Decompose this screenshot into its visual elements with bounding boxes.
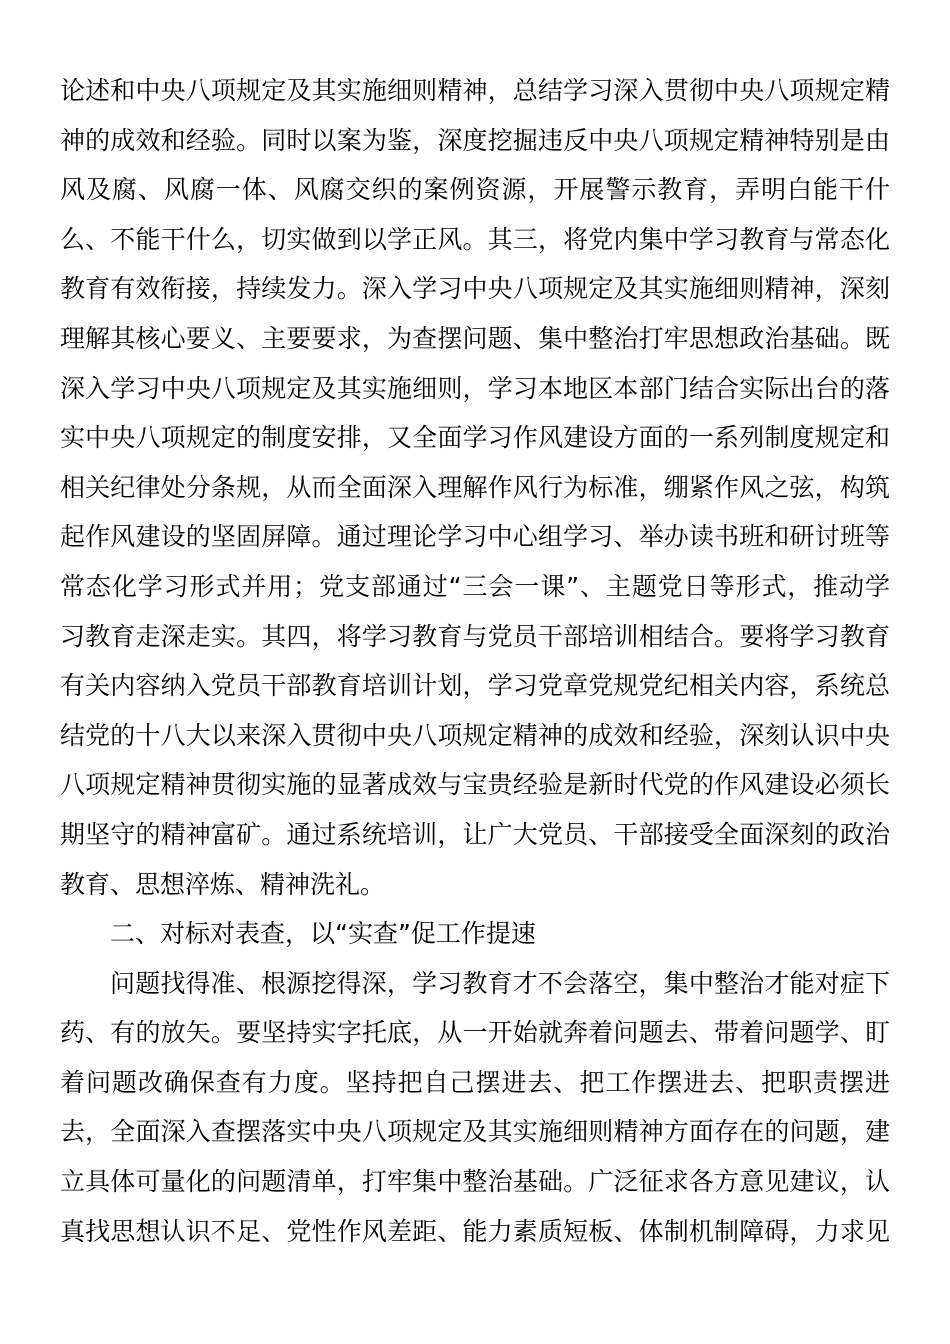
text-line: 结党的十八大以来深入贯彻中央八项规定精神的成效和经验，深刻认识中央 [60, 720, 890, 750]
text-line: 教育有效衔接，持续发力。深入学习中央八项规定及其实施细则精神，深刻 [60, 274, 890, 304]
text-line: 习教育走深走实。其四，将学习教育与党员干部培训相结合。要将学习教育 [60, 621, 890, 651]
text-line: 么、不能干什么，切实做到以学正风。其三，将党内集中学习教育与常态化 [60, 224, 890, 254]
text-line: 问题找得准、根源挖得深，学习教育才不会落空，集中整治才能对症下 [110, 968, 890, 998]
paragraph-problem-finding [60, 959, 890, 1257]
section-heading: 二、对标对表查，以“实查”促工作提速 [110, 919, 536, 949]
text-line: 理解其核心要义、主要要求，为查摆问题、集中整治打牢思想政治基础。既 [60, 323, 890, 353]
text-line: 相关纪律处分条规，从而全面深入理解作风行为标准，绷紧作风之弦，构筑 [60, 472, 890, 502]
paragraph-study-education [60, 66, 890, 909]
text-line: 真找思想认识不足、党性作风差距、能力素质短板、体制机制障碍，力求见 [60, 1216, 890, 1246]
text-line: 深入学习中央八项规定及其实施细则，学习本地区本部门结合实际出台的落 [60, 373, 890, 403]
text-line: 实中央八项规定的制度安排，又全面学习作风建设方面的一系列制度规定和 [60, 423, 890, 453]
text-line: 常态化学习形式并用；党支部通过“三会一课”、主题党日等形式，推动学 [60, 571, 890, 601]
text-line: 着问题改确保查有力度。坚持把自己摆进去、把工作摆进去、把职责摆进 [60, 1067, 890, 1097]
text-line: 教育、思想淬炼、精神洗礼。 [60, 869, 386, 899]
text-line: 有关内容纳入党员干部教育培训计划，学习党章党规党纪相关内容，系统总 [60, 671, 890, 701]
text-line: 神的成效和经验。同时以案为鉴，深度挖掘违反中央八项规定精神特别是由 [60, 125, 890, 155]
text-line: 起作风建设的坚固屏障。通过理论学习中心组学习、举办读书班和研讨班等 [60, 522, 890, 552]
document-body [60, 66, 890, 1256]
text-line: 风及腐、风腐一体、风腐交织的案例资源，开展警示教育，弄明白能干什 [60, 175, 890, 205]
text-line: 立具体可量化的问题清单，打牢集中整治基础。广泛征求各方意见建议，认 [60, 1167, 890, 1197]
text-line: 论述和中央八项规定及其实施细则精神，总结学习深入贯彻中央八项规定精 [60, 76, 890, 105]
text-line: 八项规定精神贯彻实施的显著成效与宝贵经验是新时代党的作风建设必须长 [60, 770, 890, 800]
text-line: 药、有的放矢。要坚持实字托底，从一开始就奔着问题去、带着问题学、盯 [60, 1018, 890, 1048]
text-line: 去，全面深入查摆落实中央八项规定及其实施细则精神方面存在的问题，建 [60, 1117, 890, 1147]
text-line: 期坚守的精神富矿。通过系统培训，让广大党员、干部接受全面深刻的政治 [60, 819, 890, 849]
